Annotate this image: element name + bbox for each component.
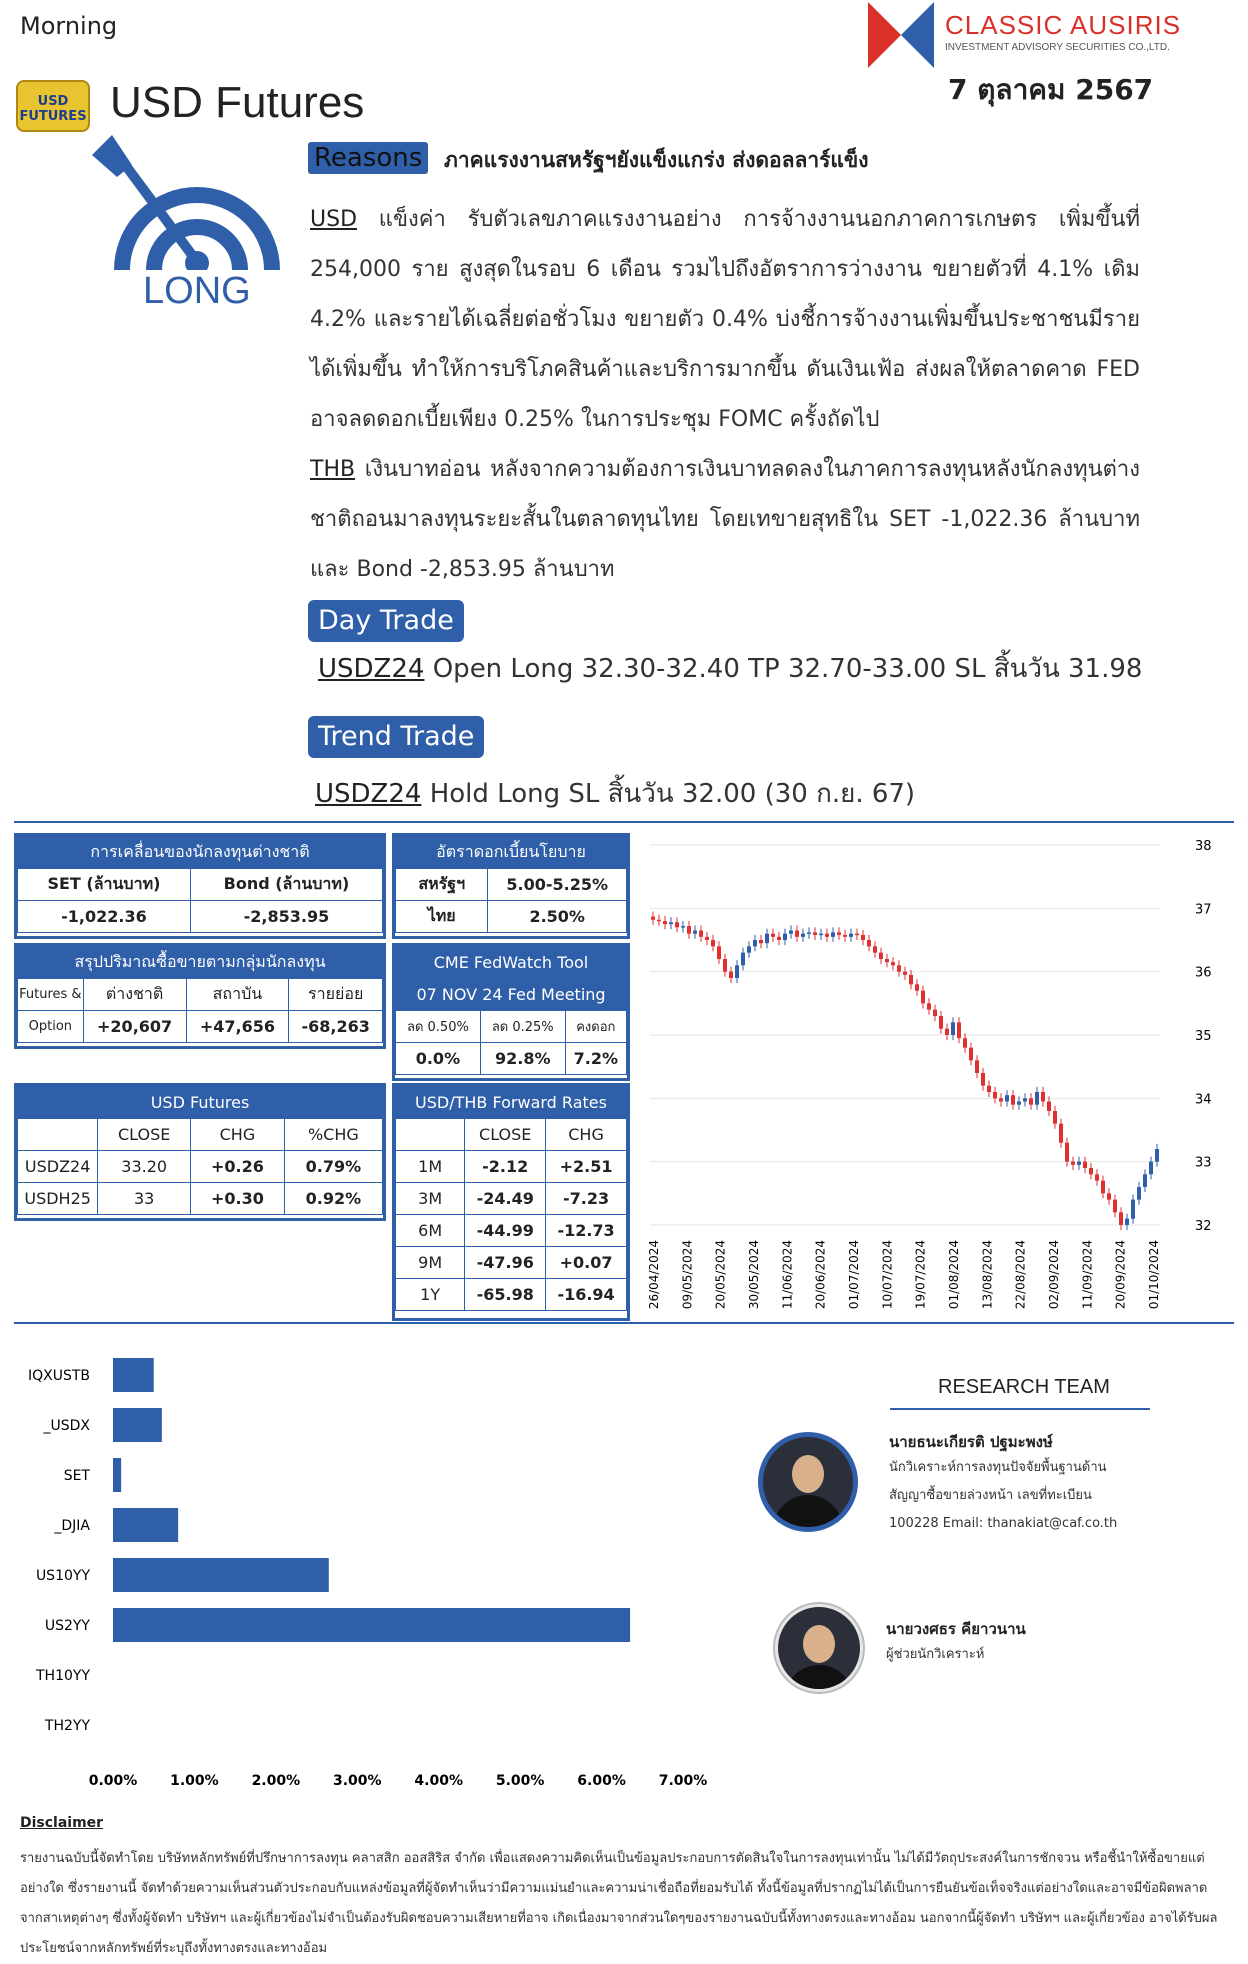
investor-value: +47,656 [186,1011,289,1043]
policy-rate-title: อัตราดอกเบี้ยนโยบาย [396,837,627,869]
x-tick-label: 10/07/2024 [880,1240,895,1310]
investor-value: -68,263 [289,1011,383,1043]
candle-body [975,1060,979,1073]
futures-pct: 0.79% [284,1151,382,1183]
candle-body [987,1086,991,1092]
table-row [18,1151,383,1183]
research-team-title: RESEARCH TEAM [938,1376,1110,1398]
y-tick-label: 38 [1195,839,1212,854]
policy-rate-table [395,836,627,933]
candle-body [1071,1162,1075,1165]
x-tick-label: 01/07/2024 [847,1240,861,1310]
investor-header: รายย่อย [289,979,383,1011]
report-date: 7 ตุลาคม 2567 [948,73,1154,106]
position-label: LONG [143,270,251,312]
futures-header: %CHG [284,1119,382,1151]
forward-close: -65.98 [465,1279,546,1311]
candle-body [747,946,751,952]
candle-body [669,922,673,924]
target-dart-icon [92,135,282,270]
x-tick-label: 5.00% [495,1773,545,1789]
candle-body [915,984,919,990]
candle-body [813,932,817,935]
candle-body [795,931,799,937]
investor-header: ต่างชาติ [83,979,186,1011]
x-tick-label: 11/06/2024 [780,1240,795,1310]
category-label: IQXUSTB [27,1368,90,1384]
researcher-1-card [889,1430,1209,1538]
trend-trade-line [315,773,915,814]
forward-chg: -16.94 [546,1279,627,1311]
y-tick-label: 36 [1195,965,1212,981]
set-value: -1,022.36 [18,901,191,933]
candle-body [765,934,769,944]
x-tick-label: 2.00% [251,1773,301,1789]
candle-body [855,934,859,936]
candle-body [1083,1162,1087,1168]
researcher-2-role: ผู้ช่วยนักวิเคราะห์ [886,1647,985,1662]
candle-body [1107,1193,1111,1199]
candle-body [1041,1092,1045,1102]
rate-value: 2.50% [488,901,627,933]
candle-body [891,962,895,965]
rate-value: 5.00-5.25% [488,869,627,901]
candle-body [819,934,823,936]
fedwatch-header: ลด 0.50% [396,1011,481,1043]
candle-body [1065,1143,1069,1162]
candle-body [717,946,721,959]
disclaimer-title: Disclaimer [20,1815,104,1831]
candle-body [1029,1098,1033,1104]
candle-body [927,1003,931,1009]
bond-value: -2,853.95 [190,901,382,933]
category-label: TH10YY [36,1668,90,1684]
section-divider [14,821,1234,823]
usd-futures-table [17,1086,383,1215]
investor-groups-title: สรุปปริมาณซื้อขายตามกลุ่มนักลงทุน [18,947,383,979]
candle-body [1125,1219,1129,1225]
fedwatch-title: CME FedWatch Tool [396,947,627,979]
candle-body [675,922,679,927]
table-row [18,1183,383,1215]
x-tick-label: 1.00% [170,1773,219,1789]
candle-body [933,1010,937,1016]
day-trade-symbol: USDZ24 [318,654,425,684]
candle-body [723,959,727,972]
candle-body [1143,1174,1147,1187]
forward-header: CHG [546,1119,627,1151]
yield-change-bar-chart [10,1340,730,1800]
x-tick-label: 09/05/2024 [680,1240,695,1310]
forward-header: CLOSE [465,1119,546,1151]
investor-value: +20,607 [83,1011,186,1043]
row-label-option: Option [18,1011,84,1043]
candle-body [1113,1200,1117,1213]
investor-header: สถาบัน [186,979,289,1011]
disclaimer-text: รายงานฉบับนี้จัดทำโดย บริษัทหลักทรัพย์ที่ปรึกษาการลงทุน คลาสสิก ออสสิริส จำกัด เพื่อแสดงความคิดเห็นเป็นข้อมูลประกอบการตัดสินใจในการลงทุนเท่านั้น ไม่ได้มีวัตถุประสงค์ในการชักจวน หรือชี้นำให้ซื้อขายแต่อย่างใด ซึ่งรายงานนี้ จัดทำด้วยความเห็นส่วนตัวประกอบกับแหล่งข้อมูลที่ผู้จัดทำเห็นว่ามีความแม่นยำและความน่าเชื่อถือที่ยอมรับได้ ทั้งนี้ข้อมูลที่ปรากฏไม่ได้เป็นการยืนยันข้อเท็จจริงแต่อย่างใดและอาจมีข้อผิดพลาดจากสาเหตุต่างๆ ซึ่งทั้งผู้จัดทำ บริษัทฯ และผู้เกี่ยวข้องไม่จำเป็นต้องรับผิดชอบความเสียหายที่อาจ เกิดเนื่องมาจากส่วนใดๆของรายงานฉบับนี้ทั้งทางตรงและทางอ้อม นอกจากนี้ผู้จัดทำ บริษัทฯ และผู้เกี่ยวข้อง อาจได้รับผลประโยชน์จากหลักทรัพย์ที่ระบุถึงทั้งทางตรงและทางอ้อม [20,1851,1218,1956]
bond-col-header: Bond (ล้านบาท) [190,869,382,901]
researcher-1-name: นายธนะเกียรติ ปฐมะพงษ์ [889,1433,1053,1451]
candle-body [789,931,793,934]
section-divider [14,1322,1234,1324]
day-trade-line [318,648,1142,689]
candle-body [993,1092,997,1098]
company-subtitle: INVESTMENT ADVISORY SECURITIES CO.,LTD. [945,42,1170,53]
forward-tenor: 6M [396,1215,465,1247]
x-tick-label: 20/06/2024 [813,1240,828,1310]
candle-body [825,934,829,937]
badge-text: USD FUTURES [19,94,87,124]
investor-groups-table [17,946,383,1043]
candle-body [711,940,715,946]
candle-body [1149,1162,1153,1175]
futures-header: CLOSE [98,1119,191,1151]
candle-body [861,935,865,940]
researcher-1-license: สัญญาซื้อขายล่วงหน้า เลขที่ทะเบียน [889,1488,1092,1503]
candle-body [735,965,739,978]
candle-body [921,991,925,1004]
candle-body [783,934,787,940]
fedwatch-value: 7.2% [565,1043,626,1075]
x-tick-label: 30/05/2024 [747,1240,761,1310]
candle-body [807,932,811,934]
reasons-body [310,195,1140,595]
x-tick-label: 7.00% [658,1773,708,1789]
candle-body [1011,1095,1015,1105]
candle-body [981,1073,985,1086]
forward-chg: -7.23 [546,1183,627,1215]
set-col-header: SET (ล้านบาท) [18,869,191,901]
candle-body [1131,1200,1135,1219]
futures-chg: +0.30 [191,1183,285,1215]
bar [113,1558,329,1592]
forward-close: -2.12 [465,1151,546,1183]
researcher-1-contact: 100228 Email: thanakiat@caf.co.th [889,1516,1118,1531]
candle-body [741,953,745,966]
day-trade-text: Open Long 32.30-32.40 TP 32.70-33.00 SL สิ้นวัน 31.98 [432,654,1143,684]
candle-body [657,920,661,922]
forward-chg: +0.07 [546,1247,627,1279]
x-tick-label: 4.00% [414,1773,464,1789]
rate-country: ไทย [396,901,488,933]
y-tick-label: 34 [1195,1092,1212,1108]
category-label: SET [63,1468,90,1484]
candle-body [777,937,781,940]
reasons-tag: Reasons [308,142,428,174]
forward-tenor: 9M [396,1247,465,1279]
table-row [396,1183,627,1215]
candle-body [957,1022,961,1038]
foreign-flow-title: การเคลื่อนของนักลงทุนต่างชาติ [18,837,383,869]
candle-body [801,934,805,937]
candle-body [1137,1187,1141,1200]
forward-close: -24.49 [465,1183,546,1215]
futures-close: 33.20 [98,1151,191,1183]
candle-body [1023,1098,1027,1101]
candle-body [771,934,775,937]
candle-body [699,931,703,937]
candle-body [1035,1092,1039,1105]
x-tick-label: 11/09/2024 [1080,1240,1095,1310]
candle-body [687,926,691,934]
avatar [775,1604,863,1692]
company-logo-icon [868,2,934,68]
candle-body [897,965,901,971]
candle-body [705,937,709,940]
usd-text: แข็งค่า รับตัวเลขภาคแรงงานอย่าง การจ้างงานนอกภาคการเกษตร เพิ่มขึ้นที่ 254,000 ราย สูงสุดในรอบ 6 เดือน รวมไปถึงอัตราการว่างงาน ขยายตัวที่ 4.1% เดิม 4.2% และรายได้เฉลี่ยต่อชั่วโมง ขยายตัว 0.4% บ่งชี้การจ้างงานเพิ่มขึ้นประชาชนมีรายได้เพิ่มขึ้น ทำให้การบริโภคสินค้าและบริการมากขึ้น ดันเงินเฟ้อ ส่งผลให้ตลาดคาด FED อาจลดดอกเบี้ยเพียง 0.25% ในการประชุม FOMC ครั้งถัดไป [310,207,1140,432]
x-tick-label: 0.00% [88,1773,138,1789]
futures-symbol: USDH25 [18,1183,98,1215]
candle-body [867,940,871,946]
usd-futures-badge-icon [16,80,90,132]
candle-body [681,926,685,928]
candle-body [1155,1149,1159,1162]
category-label: _DJIA [54,1518,90,1534]
thb-label: THB [310,457,356,482]
x-tick-label: 3.00% [332,1773,382,1789]
x-tick-label: 6.00% [577,1773,626,1789]
x-tick-label: 01/10/2024 [1147,1240,1161,1310]
candle-body [945,1029,949,1035]
candle-body [939,1016,943,1029]
fedwatch-header: ลด 0.25% [480,1011,565,1043]
trend-trade-text: Hold Long SL สิ้นวัน 32.00 (30 ก.ย. 67) [429,779,916,809]
research-team-underline [890,1408,1150,1410]
candle-body [753,940,757,946]
candle-body [843,935,847,937]
y-tick-label: 32 [1195,1219,1212,1234]
bar [113,1508,178,1542]
table-row [396,1279,627,1311]
futures-symbol: USDZ24 [18,1151,98,1183]
forward-tenor: 3M [396,1183,465,1215]
x-tick-label: 02/09/2024 [1047,1240,1061,1310]
candle-body [663,921,667,924]
fedwatch-value: 0.0% [396,1043,481,1075]
candle-body [1059,1124,1063,1143]
page-title: USD Futures [110,78,365,127]
forward-close: -47.96 [465,1247,546,1279]
x-tick-label: 20/09/2024 [1113,1240,1128,1310]
category-label: US2YY [44,1618,90,1634]
table-row [396,1151,627,1183]
category-label: _USDX [43,1418,90,1434]
candle-body [1089,1168,1093,1174]
fedwatch-meeting: 07 NOV 24 Fed Meeting [396,979,627,1011]
candle-body [1101,1181,1105,1194]
x-tick-label: 20/05/2024 [713,1240,728,1310]
candle-body [903,972,907,975]
candle-body [873,946,877,952]
company-name: CLASSIC AUSIRIS [945,10,1182,40]
candle-body [969,1048,973,1061]
researcher-1-role: นักวิเคราะห์การลงทุนปัจจัยพื้นฐานด้าน [889,1460,1107,1475]
forward-chg: -12.73 [546,1215,627,1247]
candle-body [651,917,655,920]
usd-label: USD [310,207,358,232]
forward-close: -44.99 [465,1215,546,1247]
candle-body [951,1022,955,1035]
x-tick-label: 19/07/2024 [913,1240,928,1310]
table-row [396,1215,627,1247]
candle-body [879,953,883,959]
avatar [758,1432,858,1532]
futures-pct: 0.92% [284,1183,382,1215]
futures-chg: +0.26 [191,1151,285,1183]
category-label: TH2YY [44,1718,90,1734]
thb-text: เงินบาทอ่อน หลังจากความต้องการเงินบาทลดลงในภาคการลงทุนหลังนักลงทุนต่างชาติถอนมาลงทุนระยะสั้นในตลาดทุนไทย โดยเทขายสุทธิใน SET -1,022.36 ล้านบาท และ Bond -2,853.95 ล้านบาท [310,457,1140,582]
edition-label: Morning [20,12,118,40]
forward-tenor: 1M [396,1151,465,1183]
futures-close: 33 [98,1183,191,1215]
candle-body [1053,1111,1057,1124]
candle-body [885,959,889,962]
forward-tenor: 1Y [396,1279,465,1311]
forward-rates-table [395,1086,627,1311]
category-label: US10YY [35,1568,90,1584]
candle-body [729,972,733,978]
y-tick-label: 33 [1195,1155,1212,1171]
candle-body [1005,1095,1009,1101]
bar [113,1608,630,1642]
candle-body [1077,1162,1081,1165]
trend-trade-tag: Trend Trade [308,716,484,758]
x-tick-label: 13/08/2024 [980,1240,995,1310]
x-tick-label: 22/08/2024 [1013,1240,1028,1310]
researcher-2-name: นายวงศธร คียาวนาน [886,1620,1026,1638]
candle-body [909,975,913,985]
y-tick-label: 37 [1195,902,1212,918]
usd-futures-title: USD Futures [18,1087,383,1119]
y-tick-label: 35 [1195,1029,1212,1044]
candle-body [831,932,835,936]
candle-body [849,934,853,937]
futures-header: CHG [191,1119,285,1151]
forward-rates-title: USD/THB Forward Rates [396,1087,627,1119]
candle-body [963,1038,967,1048]
forward-chg: +2.51 [546,1151,627,1183]
day-trade-tag: Day Trade [308,600,464,642]
reasons-headline: ภาคแรงงานสหรัฐฯยังแข็งแกร่ง ส่งดอลลาร์แข็ง [444,148,869,172]
fedwatch-header: คงดอก [565,1011,626,1043]
candle-body [759,940,763,943]
x-tick-label: 01/08/2024 [947,1240,961,1310]
foreign-flow-table [17,836,383,933]
fedwatch-value: 92.8% [480,1043,565,1075]
x-tick-label: 26/04/2024 [647,1240,661,1310]
thb-paragraph [310,445,1140,595]
usd-paragraph [310,195,1140,445]
rate-country: สหรัฐฯ [396,869,488,901]
trend-trade-symbol: USDZ24 [315,779,422,809]
candle-body [1047,1102,1051,1112]
bar [113,1458,121,1492]
candle-body [693,931,697,934]
usdthb-candlestick-chart [640,830,1230,1325]
candle-body [999,1098,1003,1101]
candle-body [1017,1102,1021,1105]
candle-body [1119,1212,1123,1225]
fedwatch-table [395,946,627,1075]
candle-body [837,932,841,935]
candle-body [1095,1174,1099,1180]
researcher-2-card [886,1617,1206,1669]
bar [113,1358,154,1392]
table-row [396,1247,627,1279]
row-label-futures: Futures & [18,979,84,1011]
bar [113,1408,162,1442]
